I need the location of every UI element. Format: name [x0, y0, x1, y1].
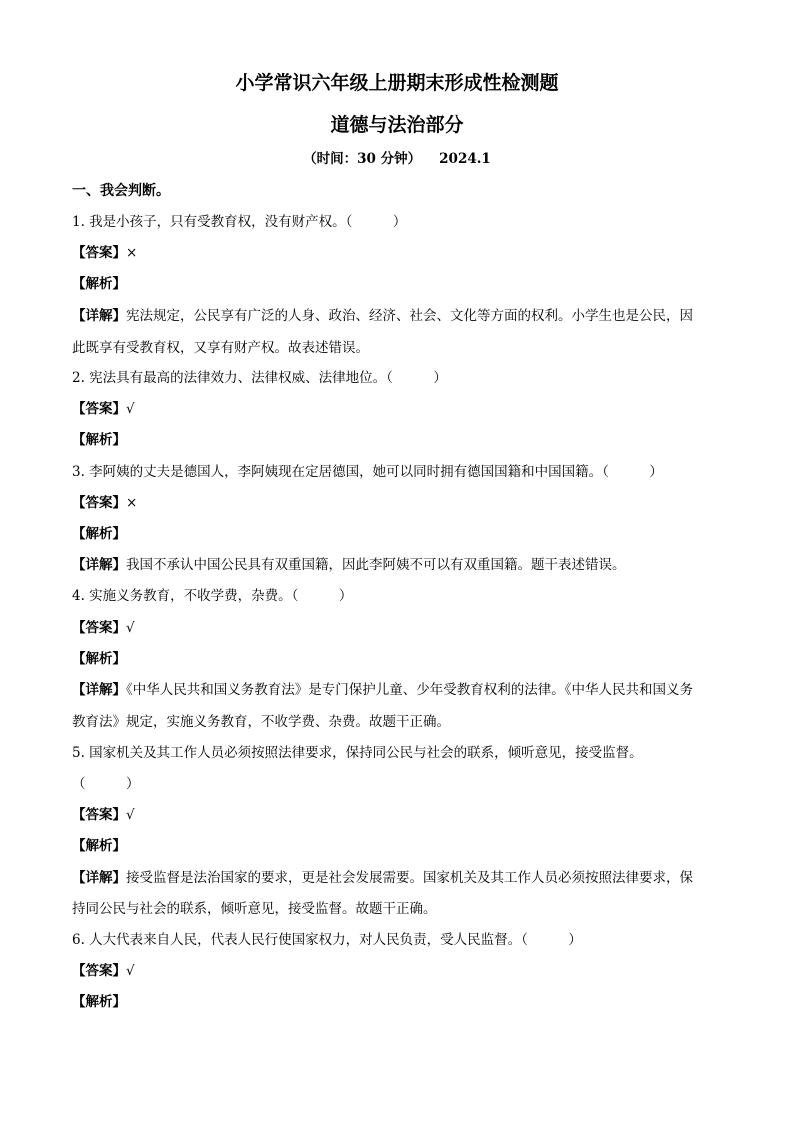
analysis-label: 【解析】	[72, 651, 126, 667]
question-5-detail-line-2: 持同公民与社会的联系，倾听意见，接受监督。故题干正确。	[72, 901, 437, 917]
question-4-answer	[72, 617, 724, 639]
question-4-detail-line-1	[72, 679, 724, 701]
question-1-detail-line-1	[72, 305, 724, 327]
detail-text: 接受监督是法治国家的要求，更是社会发展需要。国家机关及其工作人员必须按照法律要求，保	[126, 870, 693, 886]
answer-value: √	[126, 807, 135, 823]
exam-subtitle: 道德与法治部分	[330, 114, 464, 136]
exam-date: 2024.1	[439, 151, 491, 167]
answer-label: 【答案】	[72, 245, 126, 261]
question-1-analysis-label	[72, 273, 724, 295]
question-5-analysis-label	[72, 835, 724, 857]
answer-label: 【答案】	[72, 807, 126, 823]
question-1-answer	[72, 242, 724, 264]
answer-label: 【答案】	[72, 963, 126, 979]
question-5-detail-line-1	[72, 867, 724, 889]
detail-label: 【详解】	[72, 682, 126, 698]
question-1-text: 1. 我是小孩子，只有受教育权，没有财产权。（ ）	[72, 214, 407, 230]
answer-label: 【答案】	[72, 495, 126, 511]
analysis-label: 【解析】	[72, 526, 126, 542]
answer-value: √	[126, 401, 135, 417]
exam-meta	[0, 149, 794, 169]
detail-label: 【详解】	[72, 557, 126, 573]
question-5-text-cont: （ ）	[72, 776, 140, 792]
question-1-detail-line-2: 此既享有受教育权，又享有财产权。故表述错误。	[72, 340, 369, 356]
analysis-label: 【解析】	[72, 276, 126, 292]
analysis-label: 【解析】	[72, 838, 126, 854]
exam-title: 小学常识六年级上册期末形成性检测题	[235, 72, 559, 94]
question-4-detail-line-2: 教育法》规定，实施义务教育，不收学费、杂费。故题干正确。	[72, 714, 450, 730]
answer-value: ×	[126, 495, 138, 511]
section-heading: 一、我会判断。	[72, 183, 170, 199]
question-5-answer	[72, 804, 724, 826]
detail-label: 【详解】	[72, 308, 126, 324]
detail-text: 《中华人民共和国义务教育法》是专门保护儿童、少年受教育权利的法律。《中华人民共和国义务	[126, 682, 693, 698]
question-4-text: 4. 实施义务教育，不收学费，杂费。（ ）	[72, 588, 353, 604]
detail-text: 我国不承认中国公民具有双重国籍，因此李阿姨不可以有双重国籍。题干表述错误。	[126, 557, 626, 573]
question-5-text: 5. 国家机关及其工作人员必须按照法律要求，保持同公民与社会的联系，倾听意见，接受监督。	[72, 745, 643, 761]
question-2-analysis-label	[72, 429, 724, 451]
detail-label: 【详解】	[72, 870, 126, 886]
question-3-text: 3. 李阿姨的丈夫是德国人，李阿姨现在定居德国，她可以同时拥有德国国籍和中国国籍。（ ）	[72, 464, 663, 480]
analysis-label: 【解析】	[72, 994, 126, 1010]
question-6-answer	[72, 960, 724, 982]
question-6-text: 6. 人大代表来自人民，代表人民行使国家权力，对人民负责，受人民监督。（ ）	[72, 932, 582, 948]
exam-time: （时间：30 分钟）	[303, 151, 422, 167]
question-2-text: 2. 宪法具有最高的法律效力、法律权威、法律地位。（ ）	[72, 370, 447, 386]
question-2-answer	[72, 398, 724, 420]
detail-text: 宪法规定，公民享有广泛的人身、政治、经济、社会、文化等方面的权利。小学生也是公民，因	[126, 308, 693, 324]
answer-value: √	[126, 620, 135, 636]
analysis-label: 【解析】	[72, 432, 126, 448]
question-4-analysis-label	[72, 648, 724, 670]
answer-value: ×	[126, 245, 138, 261]
question-3-detail-line-1	[72, 554, 724, 576]
answer-label: 【答案】	[72, 620, 126, 636]
answer-label: 【答案】	[72, 401, 126, 417]
question-6-analysis-label	[72, 991, 724, 1013]
question-3-analysis-label	[72, 523, 724, 545]
question-3-answer	[72, 492, 724, 514]
answer-value: √	[126, 963, 135, 979]
